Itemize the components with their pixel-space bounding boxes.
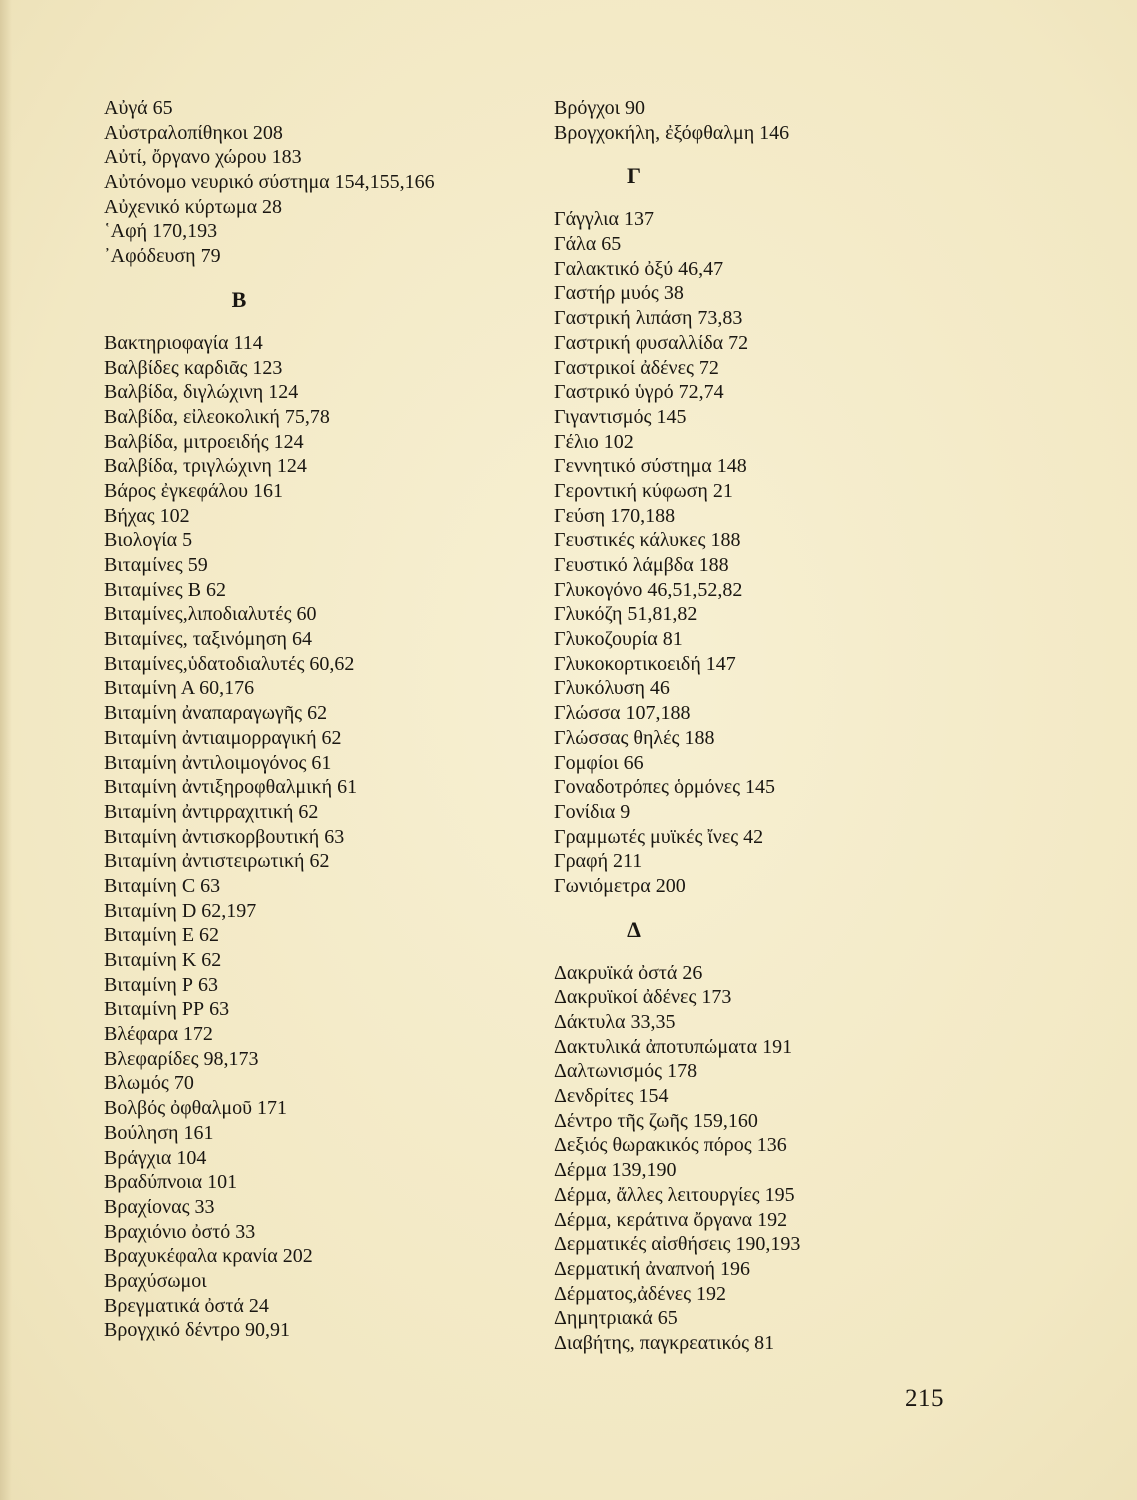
index-entry: Βιταμίνη Ε 62 <box>104 924 220 947</box>
index-entry: Βιταμίνη ἀναπαραγωγῆς 62 <box>104 702 328 725</box>
index-entry: Γέλιο 102 <box>554 430 634 453</box>
index-entry: Βιταμίνες,λιποδιαλυτές 60 <box>104 603 317 626</box>
index-entry: Γοναδοτρόπες ὁρμόνες 145 <box>554 776 776 799</box>
index-entry: Βιταμίνη Ρ 63 <box>104 973 218 996</box>
index-entry: Βάρος ἐγκεφάλου 161 <box>104 479 284 502</box>
letter-section-heading: Δ <box>627 916 641 942</box>
index-entry: Αὐτί, ὄργανο χώρου 183 <box>104 146 302 169</box>
index-entry: Διαβήτης, παγκρεατικός 81 <box>554 1331 775 1354</box>
page-number: 215 <box>905 1385 944 1412</box>
index-entry: Βλέφαρα 172 <box>104 1023 213 1046</box>
index-entry: Γεύση 170,188 <box>554 504 676 527</box>
index-entry: Δημητριακά 65 <box>554 1307 678 1330</box>
index-entry: Βράγχια 104 <box>104 1146 207 1169</box>
index-entry: Γαλακτικό ὀξύ 46,47 <box>554 257 724 280</box>
index-entry: Βιταμίνη Α 60,176 <box>104 677 255 700</box>
index-entry: Δακρυϊκά ὀστά 26 <box>554 961 703 984</box>
index-entry: Δέρμα, κεράτινα ὄργανα 192 <box>554 1208 788 1231</box>
index-entry: Δάκτυλα 33,35 <box>554 1011 676 1033</box>
index-entry: Βιταμίνες 59 <box>104 554 208 576</box>
index-entry: Βιταμίνη ἀντιρραχιτική 62 <box>104 800 319 823</box>
index-entry: Βραχιόνιο ὀστό 33 <box>104 1220 256 1243</box>
index-entry: Βαλβίδα, εἰλεοκολική 75,78 <box>104 405 330 428</box>
index-entry: Βακτηριοφαγία 114 <box>104 331 263 354</box>
index-entry: Γιγαντισμός 145 <box>554 405 687 428</box>
index-entry: Δακρυϊκοί ἀδένες 173 <box>554 986 732 1009</box>
index-entry: Βιταμίνες Β 62 <box>104 578 227 601</box>
index-entry: Αὐγά 65 <box>104 97 173 119</box>
index-entry: Αὐχενικό κύρτωμα 28 <box>104 195 283 218</box>
index-entry: Γραφή 211 <box>554 850 643 873</box>
index-entry: Βραχυκέφαλα κρανία 202 <box>104 1245 313 1268</box>
index-entry: Γευστικό λάμβδα 188 <box>554 554 729 576</box>
index-entry: Βραδύπνοια 101 <box>104 1171 238 1194</box>
index-entry: Δέντρο τῆς ζωῆς 159,160 <box>554 1109 758 1132</box>
index-entry: Βραχίονας 33 <box>104 1195 215 1218</box>
page-binding-edge <box>0 0 12 1500</box>
index-entry: Βαλβίδα, διγλώχινη 124 <box>104 381 299 404</box>
index-entry: Βολβός ὀφθαλμοῦ 171 <box>104 1097 288 1120</box>
index-entry: Βαλβίδες καρδιᾶς 123 <box>104 356 283 379</box>
index-entry: Βιταμίνες,ὑδατοδιαλυτές 60,62 <box>104 652 355 675</box>
index-entry: Γονίδια 9 <box>554 800 631 823</box>
index-entry: Γαστρικοί ἀδένες 72 <box>554 356 719 379</box>
index-entry: ῾Αφή 170,193 <box>104 220 218 243</box>
index-entry: Βρογχικό δέντρο 90,91 <box>104 1319 290 1342</box>
index-entry: Γεροντική κύφωση 21 <box>554 479 733 502</box>
index-entry: Γραμμωτές μυϊκές ἴνες 42 <box>554 825 764 848</box>
index-entry: Βιταμίνη D 62,197 <box>104 899 257 922</box>
index-entry: Δέρμα 139,190 <box>554 1159 677 1182</box>
index-column-left <box>104 96 435 1343</box>
index-entry: Βιταμίνη ἀντιλοιμογόνος 61 <box>104 751 332 774</box>
index-entry: Γαστρική λιπάση 73,83 <box>554 307 743 330</box>
index-entry: Γλυκόλυση 46 <box>554 677 670 700</box>
index-entry: Βλεφαρίδες 98,173 <box>104 1047 259 1070</box>
index-entry: Δέρματος,ἀδένες 192 <box>554 1282 727 1305</box>
index-entry: Βιταμίνες, ταξινόμηση 64 <box>104 628 312 651</box>
index-entry: Γωνιόμετρα 200 <box>554 874 686 897</box>
index-entry: Γάγγλια 137 <box>554 208 655 231</box>
index-entry: Βαλβίδα, τριγλώχινη 124 <box>104 455 307 478</box>
index-entry: Γάλα 65 <box>554 233 622 256</box>
index-entry: Βραχύσωμοι <box>104 1269 207 1292</box>
index-entry: Βρόγχοι 90 <box>554 97 645 119</box>
index-entry: Βιταμίνη ἀντισκορβουτική 63 <box>104 825 345 848</box>
index-entry: Αὐτόνομο νευρικό σύστημα 154,155,166 <box>104 171 435 194</box>
index-entry: Βούληση 161 <box>104 1121 214 1144</box>
index-entry: Δερματική ἀναπνοή 196 <box>554 1257 750 1280</box>
index-entry: Δεξιός θωρακικός πόρος 136 <box>554 1134 787 1157</box>
index-entry: Γλώσσα 107,188 <box>554 702 691 725</box>
index-entry: Γλυκοζουρία 81 <box>554 628 683 651</box>
index-entry: Βιταμίνη ΡΡ 63 <box>104 998 230 1021</box>
index-entry: Βιταμίνη C 63 <box>104 874 221 897</box>
index-entry: Γομφίοι 66 <box>554 751 644 774</box>
index-entry: Βιταμίνη ἀντιστειρωτική 62 <box>104 850 330 873</box>
index-column-right <box>554 96 800 1356</box>
index-entry: Γλυκοκορτικοειδή 147 <box>554 652 736 675</box>
index-entry: Αὐστραλοπίθηκοι 208 <box>104 121 283 144</box>
index-entry: Γλυκόζη 51,81,82 <box>554 603 698 626</box>
index-entry: Γλυκογόνο 46,51,52,82 <box>554 578 743 601</box>
index-entry: Βιολογία 5 <box>104 529 193 552</box>
index-entry: Δενδρίτες 154 <box>554 1085 669 1108</box>
index-entry: Δακτυλικά ἀποτυπώματα 191 <box>554 1035 793 1058</box>
index-entry: Γευστικές κάλυκες 188 <box>554 529 741 552</box>
index-entry: Δερματικές αἰσθήσεις 190,193 <box>554 1233 801 1256</box>
index-entry: Γλώσσας θηλές 188 <box>554 726 715 749</box>
index-entry: Βιταμίνη Κ 62 <box>104 949 222 971</box>
index-entry: Βαλβίδα, μιτροειδής 124 <box>104 430 304 453</box>
index-entry: Δαλτωνισμός 178 <box>554 1060 698 1083</box>
letter-section-heading: Β <box>231 286 247 312</box>
index-entry: Βιταμίνη ἀντιξηροφθαλμική 61 <box>104 776 358 799</box>
index-entry: Βιταμίνη ἀντιαιμορραγική 62 <box>104 726 342 749</box>
index-entry: Βλωμός 70 <box>104 1072 194 1095</box>
index-entry: Γαστρική φυσαλλίδα 72 <box>554 331 749 354</box>
index-entry: Βήχας 102 <box>104 504 190 527</box>
index-entry: Γαστρικό ὑγρό 72,74 <box>554 381 724 404</box>
index-entry: Δέρμα, ἄλλες λειτουργίες 195 <box>554 1183 795 1206</box>
index-entry: Βρογχοκήλη, ἐξόφθαλμη 146 <box>554 121 790 144</box>
index-entry: ᾿Αφόδευση 79 <box>104 245 221 268</box>
letter-section-heading: Γ <box>627 163 641 189</box>
index-entry: Βρεγματικά ὀστά 24 <box>104 1294 269 1317</box>
index-entry: Γαστήρ μυός 38 <box>554 282 684 305</box>
index-entry: Γεννητικό σύστημα 148 <box>554 455 747 478</box>
